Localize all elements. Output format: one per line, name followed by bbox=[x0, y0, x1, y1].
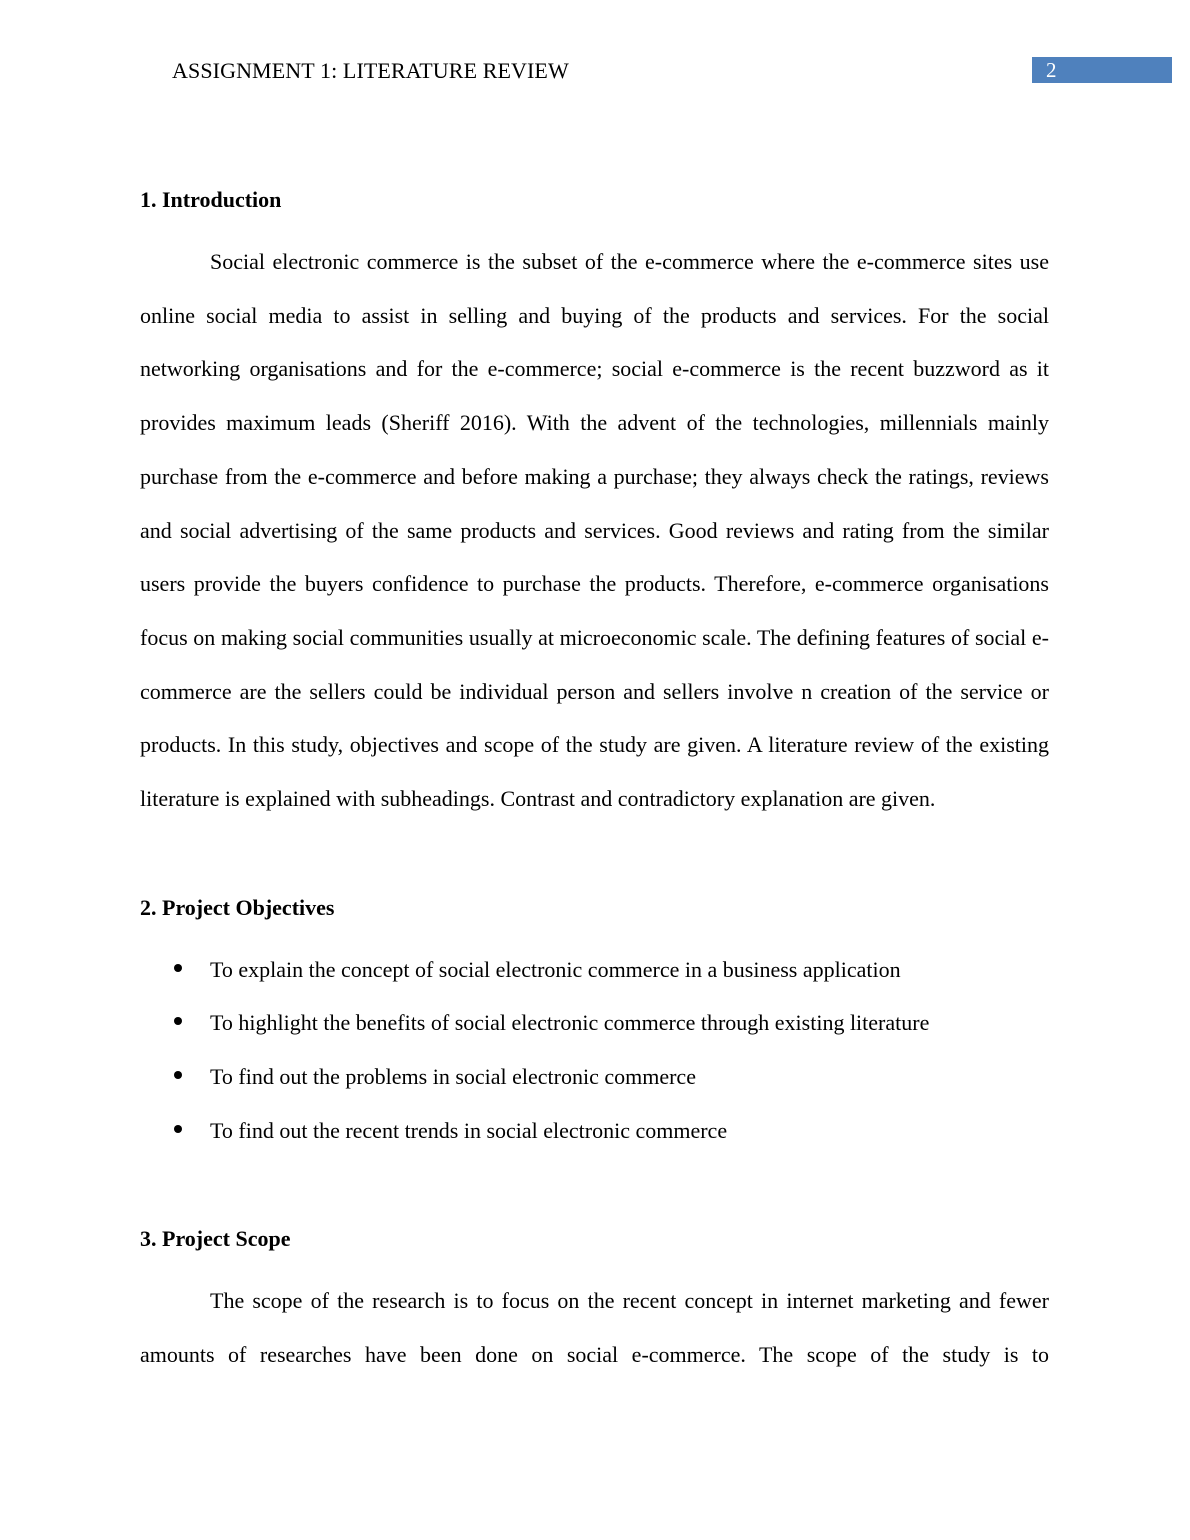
section-heading-scope: 3. Project Scope bbox=[140, 1226, 291, 1252]
introduction-paragraph: Social electronic commerce is the subset of the e-commerce where the e-commerce sites use online social media to assist in selling and buying of the products and services. For the social networking organisations and for the e-commerce; social e-commerce is the recent buzzword as it provides maximum leads (Sheriff 2016). With the advent of the technologies, millennials mainly purchase from the e-commerce and before making a purchase; they always check the ratings, reviews and social advertising of the same products and services. Good reviews and rating from the similar users provide the buyers confidence to purchase the products. Therefore, e-commerce organisations focus on making social communities usually at microeconomic scale. The defining features of social e-commerce are the sellers could be individual person and sellers involve n creation of the service or products. In this study, objectives and scope of the study are given. A literature review of the existing literature is explained with subheadings. Contrast and contradictory explanation are given. bbox=[140, 249, 1049, 812]
document-body bbox=[140, 182, 1049, 1382]
section-heading-introduction: 1. Introduction bbox=[140, 187, 282, 212]
bullet-icon bbox=[174, 1071, 182, 1079]
bullet-icon bbox=[174, 1125, 182, 1133]
list-item: To explain the concept of social electronic commerce in a business application bbox=[140, 943, 1049, 997]
objectives-list bbox=[140, 943, 1049, 1158]
list-item: To find out the recent trends in social electronic commerce bbox=[140, 1104, 1049, 1158]
running-header-title: ASSIGNMENT 1: LITERATURE REVIEW bbox=[172, 58, 569, 83]
list-item: To find out the problems in social electronic commerce bbox=[140, 1050, 1049, 1104]
bullet-icon bbox=[174, 964, 182, 972]
page-number: 2 bbox=[1046, 58, 1057, 82]
list-item: To highlight the benefits of social electronic commerce through existing literature bbox=[140, 996, 1049, 1050]
scope-paragraph: The scope of the research is to focus on the recent concept in internet marketing and fewer amounts of researches have been done on social e-commerce. The scope of the study is to bbox=[140, 1288, 1049, 1368]
section-heading-objectives: 2. Project Objectives bbox=[140, 894, 335, 920]
page-number-badge bbox=[1032, 57, 1172, 83]
bullet-icon bbox=[174, 1017, 182, 1025]
